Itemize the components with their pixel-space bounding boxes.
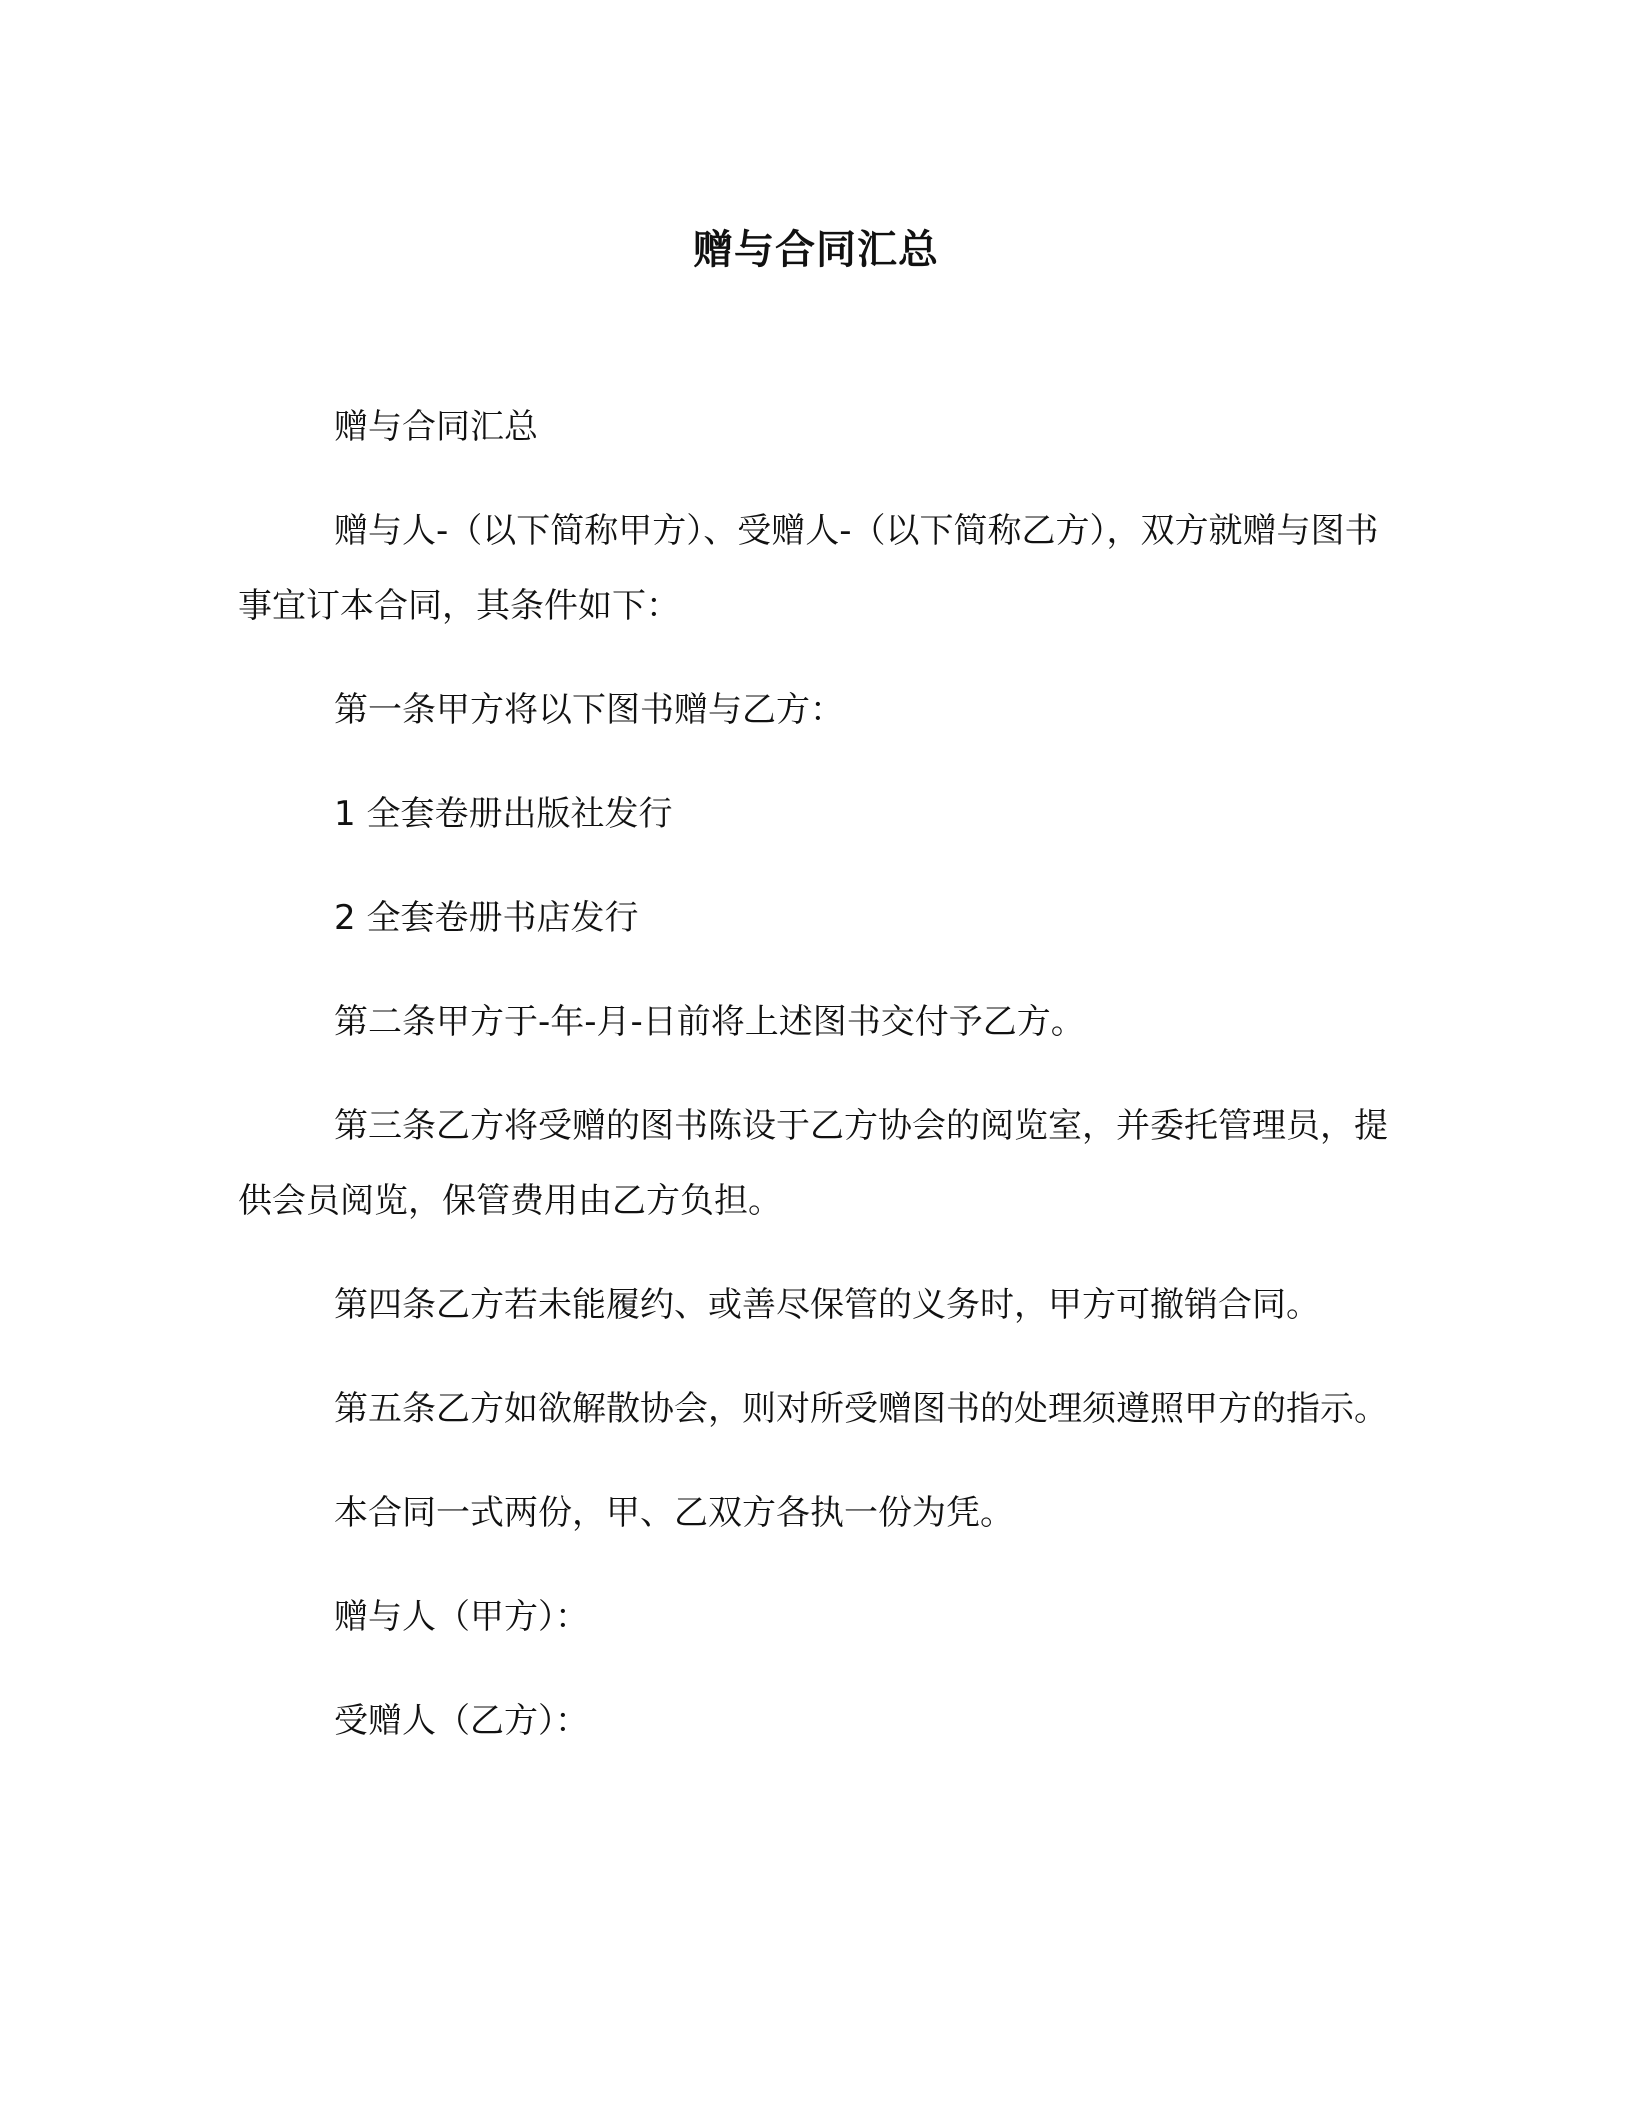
document-title: 赠与合同汇总 [693, 227, 939, 273]
paragraph-article-3: 第三条乙方将受赠的图书陈设于乙方协会的阅览室，并委托管理员，提供会员阅览，保管费用由乙方负担。 [238, 1106, 1388, 1221]
paragraph-heading: 赠与合同汇总 [334, 407, 538, 447]
signature-recipient: 受赠人（乙方）： [334, 1701, 589, 1741]
paragraph-item-1: 1 全套卷册出版社发行 [334, 794, 673, 834]
paragraph-article-1: 第一条甲方将以下图书赠与乙方： [334, 690, 844, 730]
document-body [238, 390, 1392, 1788]
paragraph-article-4: 第四条乙方若未能履约、或善尽保管的义务时，甲方可撤销合同。 [334, 1285, 1320, 1325]
paragraph-article-5: 第五条乙方如欲解散协会，则对所受赠图书的处理须遵照甲方的指示。 [334, 1389, 1388, 1429]
paragraph-article-2: 第二条甲方于-年-月-日前将上述图书交付予乙方。 [334, 1002, 1085, 1042]
paragraph-copies: 本合同一式两份，甲、乙双方各执一份为凭。 [334, 1493, 1014, 1533]
paragraph-parties: 赠与人-（以下简称甲方）、受赠人-（以下简称乙方），双方就赠与图书事宜订本合同，其条件如下： [238, 511, 1379, 626]
paragraph-item-2: 2 全套卷册书店发行 [334, 898, 639, 938]
signature-donor: 赠与人（甲方）： [334, 1597, 589, 1637]
